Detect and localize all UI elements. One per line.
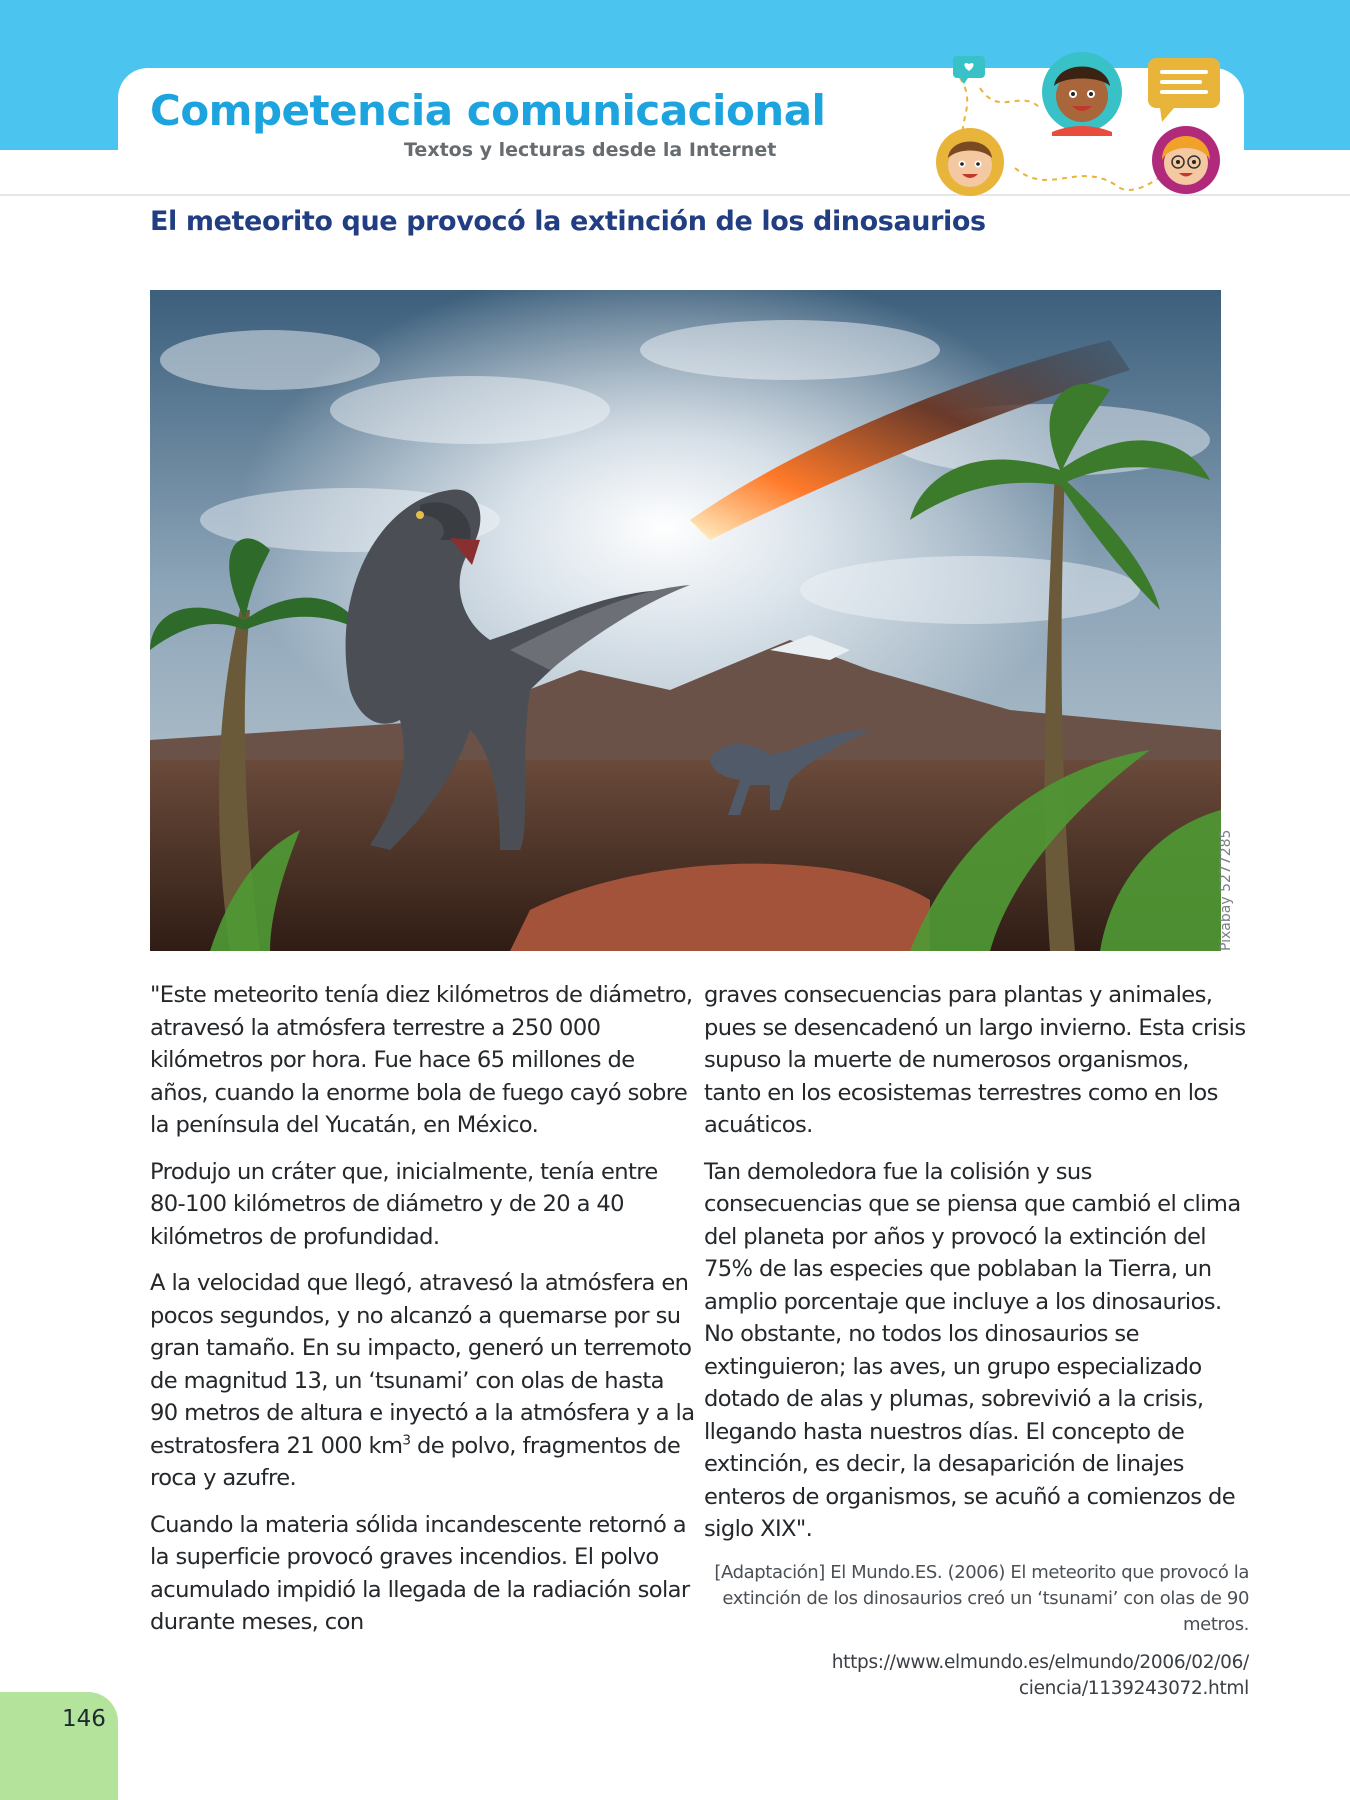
paragraph-3-end: de polvo, fragmentos de roca y azufre. bbox=[150, 1432, 681, 1491]
section-subtitle: Textos y lecturas desde la Internet bbox=[404, 139, 777, 161]
source-url-line-2[interactable]: ciencia/1139243072.html bbox=[1018, 1677, 1249, 1699]
source-url-line-1[interactable]: https://www.elmundo.es/elmundo/2006/02/06/ bbox=[831, 1651, 1249, 1673]
source-url[interactable] bbox=[704, 1650, 1249, 1702]
page-number: 146 bbox=[62, 1706, 106, 1732]
girl-avatar bbox=[1152, 126, 1220, 194]
article-title: El meteorito que provocó la extinción de los dinosaurios bbox=[150, 206, 986, 237]
paragraph-2: Produjo un cráter que, inicialmente, tenía entre 80-100 kilómetros de diámetro y de 20 a 40 kilómetros de profundidad. bbox=[150, 1158, 658, 1250]
image-credit: Pixabay 5277285 bbox=[1218, 829, 1234, 951]
dinosaur-meteor-image bbox=[150, 290, 1221, 951]
cubic-superscript: 3 bbox=[402, 1431, 411, 1448]
citation: [Adaptación] El Mundo.ES. (2006) El meteorito que provocó la extinción de los dinosaurios creó un ‘tsunami’ con olas de 90 metros. bbox=[714, 1561, 1249, 1635]
children-illustration bbox=[930, 48, 1230, 198]
paragraph-5: graves consecuencias para plantas y animales, pues se desencadenó un largo invierno. Esta crisis supuso la muerte de numerosos organismos, tanto en los ecosistemas terrestres como en los acuáticos. bbox=[704, 982, 1246, 1138]
section-title: Competencia comunicacional bbox=[150, 86, 826, 135]
boy-avatar-top bbox=[1042, 52, 1122, 136]
paragraph-4: Cuando la materia sólida incandescente retornó a la superficie provocó graves incendios. El polvo acumulado impidió la llegada de la radiación solar durante meses, con bbox=[150, 1511, 690, 1635]
paragraph-6: Tan demoledora fue la colisión y sus consecuencias que se piensa que cambió el clima del planeta por años y provocó la extinción del 75% de las especies que poblaban la Tierra, un amplio porcentaje que incluye a los dinosaurios. No obstante, no todos los dinosaurios se extinguieron; las aves, un grupo especializado dotado de alas y plumas, sobrevivió a la crisis, llegando hasta nuestros días. El concepto de extinción, es decir, la desaparición de linajes enteros de organismos, se acuñó a comienzos de siglo XIX". bbox=[704, 1158, 1241, 1542]
chat-bubble-icon bbox=[1148, 58, 1220, 122]
heart-bubble-icon bbox=[953, 56, 985, 84]
paragraph-1: "Este meteorito tenía diez kilómetros de diámetro, atravesó la atmósfera terrestre a 250 000 kilómetros por hora. Fue hace 65 millones de años, cuando la enorme bola de fuego cayó sobre la península del Yucatán, en México. bbox=[150, 982, 693, 1138]
paragraph-3 bbox=[150, 1267, 695, 1495]
boy-avatar-left bbox=[936, 128, 1004, 196]
article-column-right bbox=[704, 979, 1249, 1702]
paragraph-3-text: A la velocidad que llegó, atravesó la atmósfera en pocos segundos, y no alcanzó a quemarse por su gran tamaño. En su impacto, generó un terremoto de magnitud 13, un ‘tsunami’ con olas de hasta 90 metros de altura e inyectó a la atmósfera y a la estratosfera 21 000 km bbox=[150, 1270, 695, 1459]
article-column-left bbox=[150, 979, 695, 1653]
